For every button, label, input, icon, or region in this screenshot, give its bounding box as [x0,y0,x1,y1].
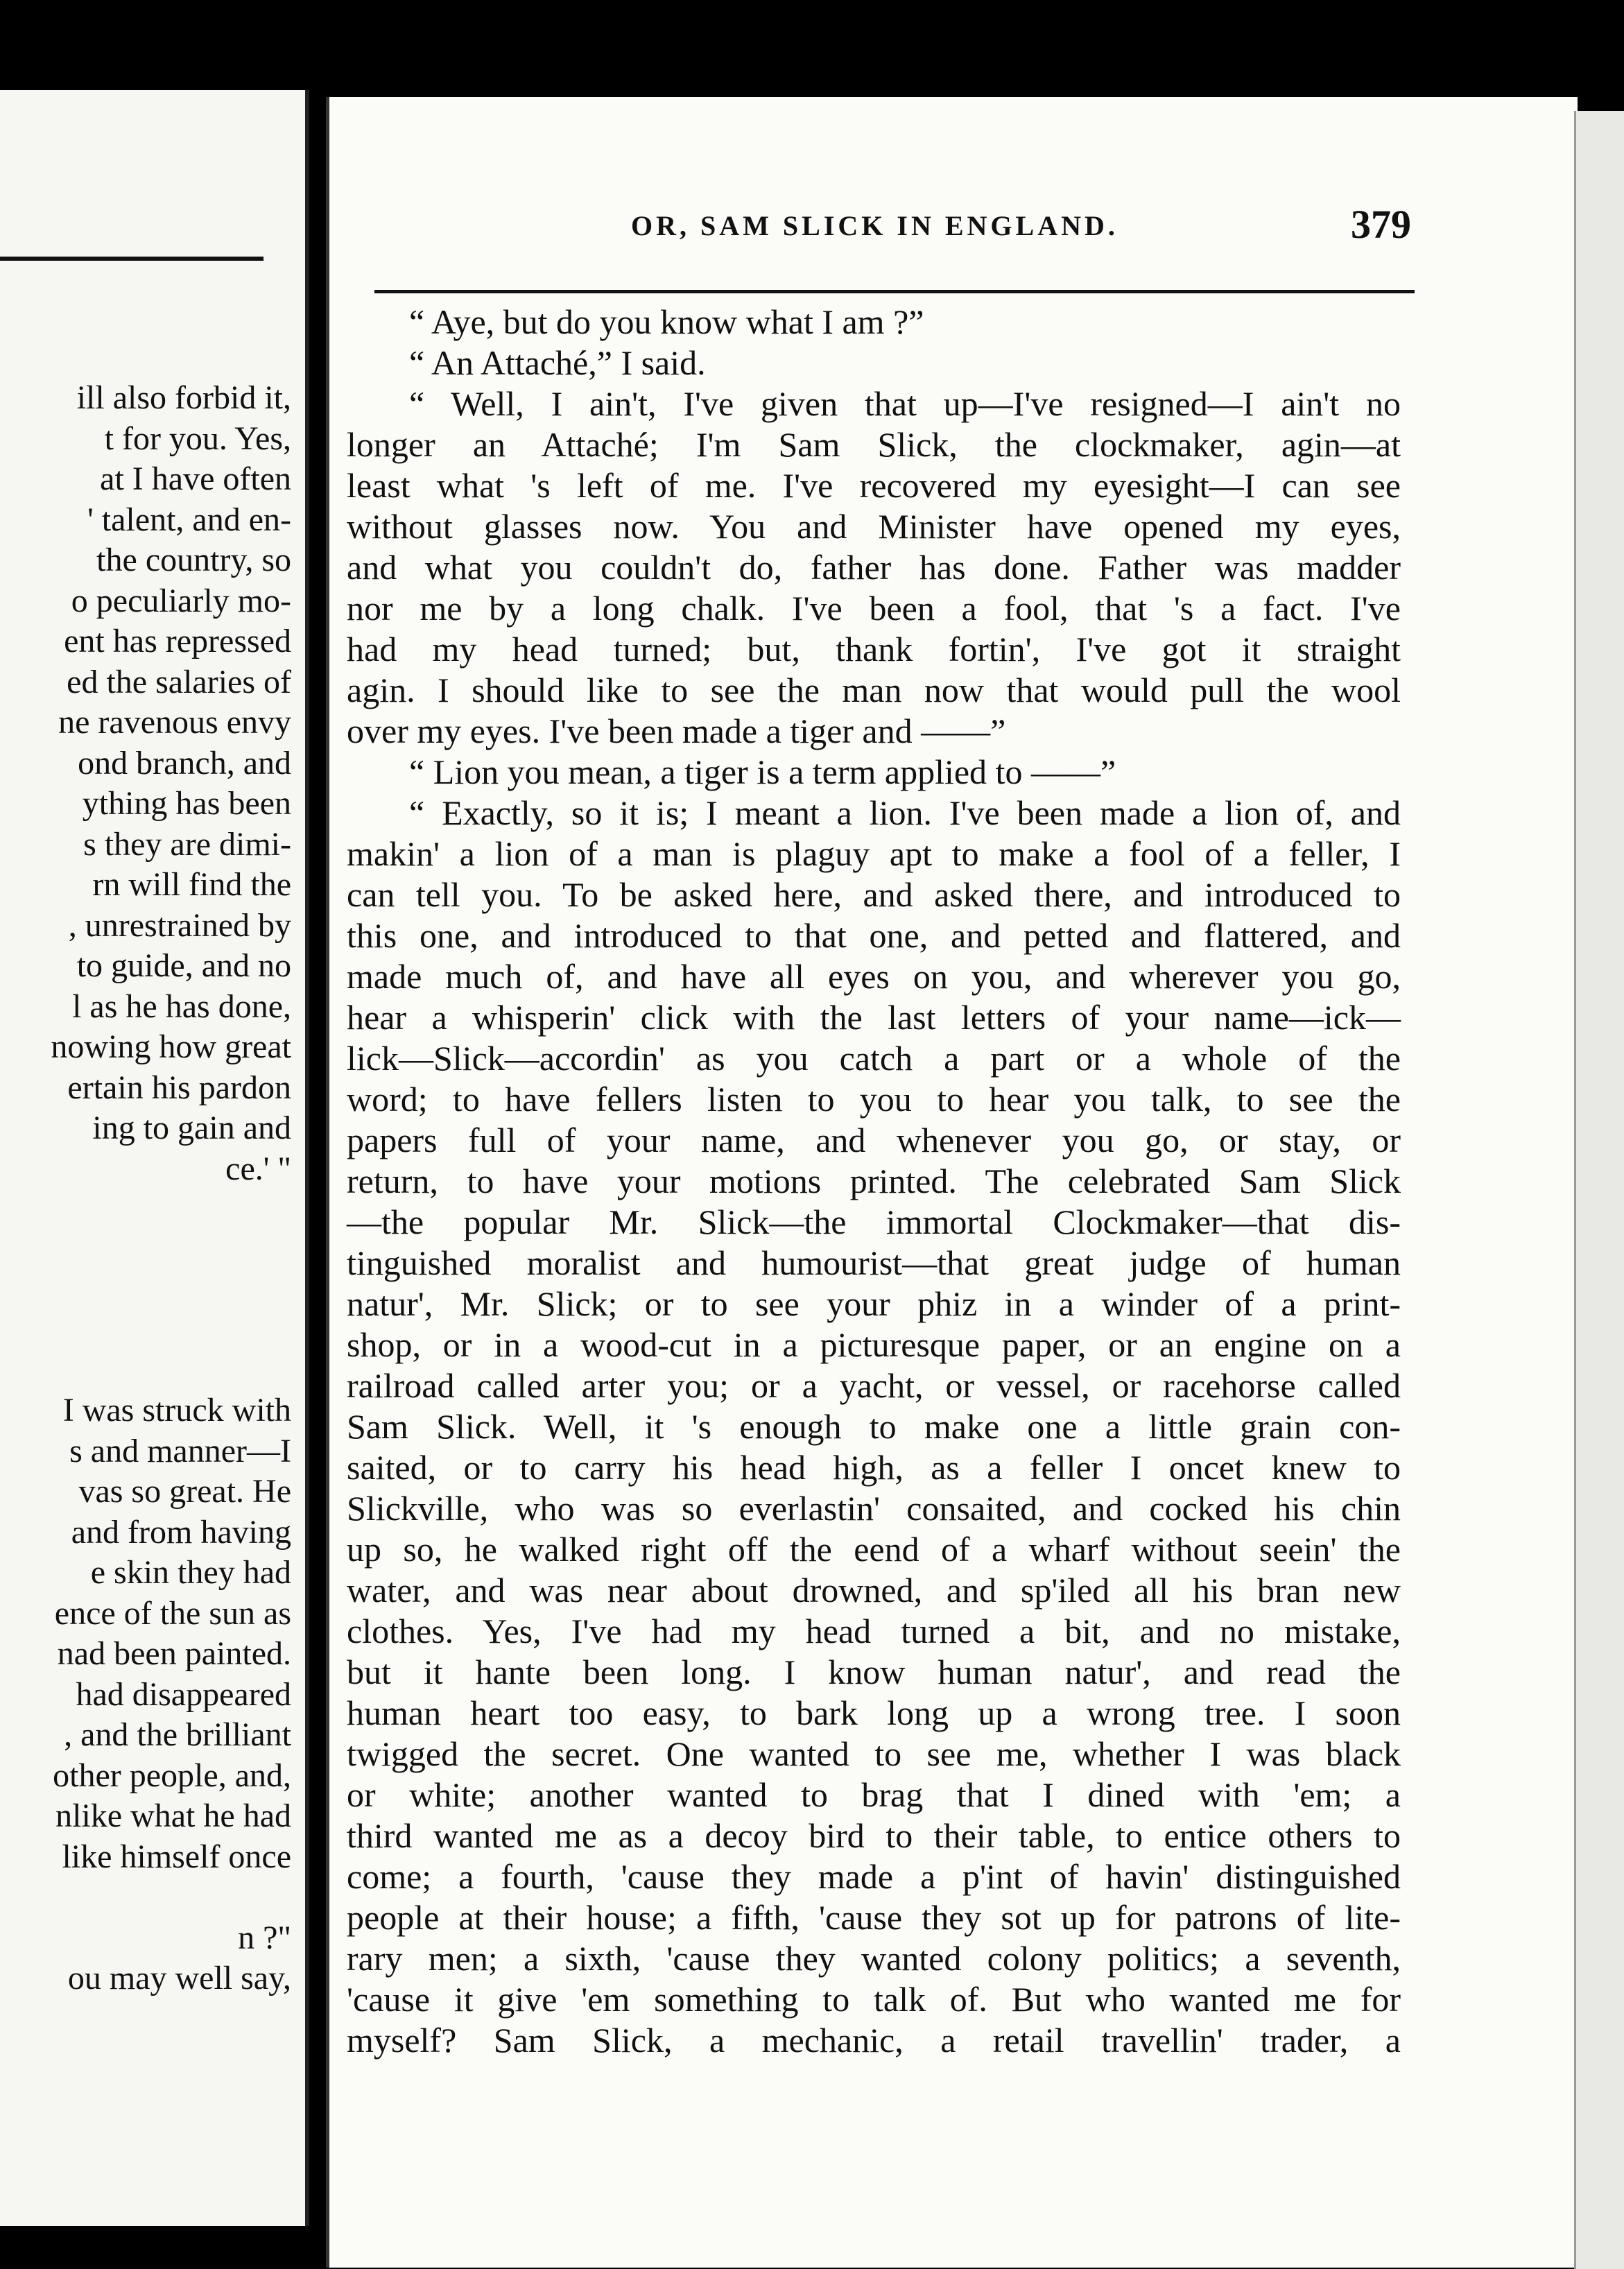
body-line: lick—Slick—accordin' as you catch a part or a whole of the [347,1039,1401,1078]
left-line: o peculiarly mo- [71,582,291,619]
body-line: “ Exactly, so it is; I meant a lion. I've been made a lion of, and [409,793,1401,832]
body-line: hear a whisperin' click with the last letters of your name—ick— [347,998,1401,1037]
body-line: twigged the secret. One wanted to see me, whether I was black [347,1734,1401,1773]
body-line: human heart too easy, to bark long up a wrong tree. I soon [347,1693,1401,1732]
left-line: e skin they had [90,1554,291,1591]
body-line: least what 's left of me. I've recovered my eyesight—I can see [347,466,1401,505]
body-line: 'cause it give 'em something to talk of. But who wanted me for [347,1980,1401,2019]
left-line: the country, so [96,542,291,578]
body-line: this one, and introduced to that one, and petted and flattered, and [347,916,1401,955]
body-line: Sam Slick. Well, it 's enough to make one a little grain con- [347,1407,1401,1446]
body-line: longer an Attaché; I'm Sam Slick, the clockmaker, agin—at [347,425,1401,464]
left-page [0,90,309,2226]
left-line: vas so great. He [78,1473,291,1510]
body-line: made much of, and have all eyes on you, and wherever you go, [347,957,1401,996]
left-line: ou may well say, [67,1960,291,1996]
left-line: I was struck with [62,1392,291,1429]
left-line: nlike what he had [55,1797,291,1834]
body-line: tinguished moralist and humourist—that great judge of human [347,1243,1401,1282]
left-line: and from having [71,1513,291,1551]
left-page-gap [0,1189,291,1390]
body-line: water, and was near about drowned, and sp'iled all his bran new [347,1571,1401,1610]
left-line: at I have often [100,460,291,497]
left-line: to guide, and no [76,947,291,984]
page-number: 379 [1351,202,1411,247]
left-line: , and the brilliant [64,1716,291,1753]
left-line: nowing how great [51,1028,291,1065]
left-line: had disappeared [76,1675,291,1713]
left-line: nad been painted. [57,1635,291,1672]
left-line: t for you. Yes, [104,420,291,457]
left-line: , unrestrained by [68,906,291,944]
body-line: agin. I should like to see the man now that would pull the wool [347,671,1401,709]
left-line: other people, and, [53,1757,291,1794]
left-line: ne ravenous envy [58,704,291,741]
left-line: ing to gain and [92,1110,291,1146]
body-line: makin' a lion of a man is plaguy apt to make a fool of a feller, I [347,834,1401,873]
left-line: ' talent, and en- [87,501,291,538]
body-line: “ Aye, but do you know what I am ?” [409,302,924,341]
left-page-rule [0,257,264,261]
body-line: people at their house; a fifth, 'cause they sot up for patrons of lite- [347,1898,1401,1937]
body-line: clothes. Yes, I've had my head turned a bit, and no mistake, [347,1612,1401,1650]
left-line: ill also forbid it, [76,379,291,416]
body-line: can tell you. To be asked here, and asked there, and introduced to [347,875,1401,914]
body-line: saited, or to carry his head high, as a feller I oncet knew to [347,1448,1401,1487]
left-line: rn will find the [92,866,291,903]
left-line: ything has been [82,785,291,822]
body-line: but it hante been long. I know human natur', and read the [347,1653,1401,1691]
left-page-text [0,378,291,1999]
body-text [347,302,1401,2061]
body-line: return, to have your motions printed. The celebrated Sam Slick [347,1162,1401,1200]
left-line: s they are dimi- [83,825,291,863]
running-head: OR, SAM SLICK IN ENGLAND. [631,210,1118,241]
body-line: up so, he walked right off the eend of a wharf without seein' the [347,1530,1401,1569]
left-line: s and manner—I [69,1432,291,1469]
body-line: “ Well, I ain't, I've given that up—I've resigned—I ain't no [409,384,1401,423]
body-line: railroad called arter you; or a yacht, or vessel, or racehorse called [347,1366,1401,1405]
body-line: nor me by a long chalk. I've been a fool, that 's a fact. I've [347,589,1401,628]
left-line: n ?" [238,1919,291,1956]
left-line: ence of the sun as [54,1594,291,1632]
left-line: ond branch, and [78,744,291,782]
body-line: without glasses now. You and Minister have opened my eyes, [347,507,1401,546]
body-line: rary men; a sixth, 'cause they wanted colony politics; a seventh, [347,1939,1401,1978]
left-line [0,1877,291,1918]
header-rule [374,290,1415,293]
page-edge [1574,111,1624,2269]
body-line: papers full of your name, and whenever you go, or stay, or [347,1121,1401,1159]
body-line: over my eyes. I've been made a tiger and ——” [347,711,1006,750]
left-line: ent has repressed [64,623,291,659]
body-line: shop, or in a wood-cut in a picturesque paper, or an engine on a [347,1325,1401,1364]
body-line: come; a fourth, 'cause they made a p'int of havin' distinguished [347,1857,1401,1896]
body-line: and what you couldn't do, father has done. Father was madder [347,548,1401,587]
left-line: ertain his pardon [67,1069,291,1106]
body-line: —the popular Mr. Slick—the immortal Clockmaker—that dis- [347,1202,1401,1241]
body-line: word; to have fellers listen to you to hear you talk, to see the [347,1080,1401,1119]
body-line: Slickville, who was so everlastin' consaited, and cocked his chin [347,1489,1401,1528]
left-line: ed the salaries of [67,663,291,700]
body-line: had my head turned; but, thank fortin', I've got it straight [347,630,1401,668]
left-line: like himself once [62,1838,291,1875]
body-line: or white; another wanted to brag that I dined with 'em; a [347,1775,1401,1814]
body-line: myself? Sam Slick, a mechanic, a retail travellin' trader, a [347,2021,1401,2060]
body-line: “ An Attaché,” I said. [409,343,706,382]
body-line: third wanted me as a decoy bird to their table, to entice others to [347,1816,1401,1855]
body-line: “ Lion you mean, a tiger is a term applied to ——” [409,752,1116,791]
left-line: l as he has done, [72,987,291,1025]
body-line: natur', Mr. Slick; or to see your phiz in a winder of a print- [347,1284,1401,1323]
left-line: ce.' " [225,1150,291,1187]
